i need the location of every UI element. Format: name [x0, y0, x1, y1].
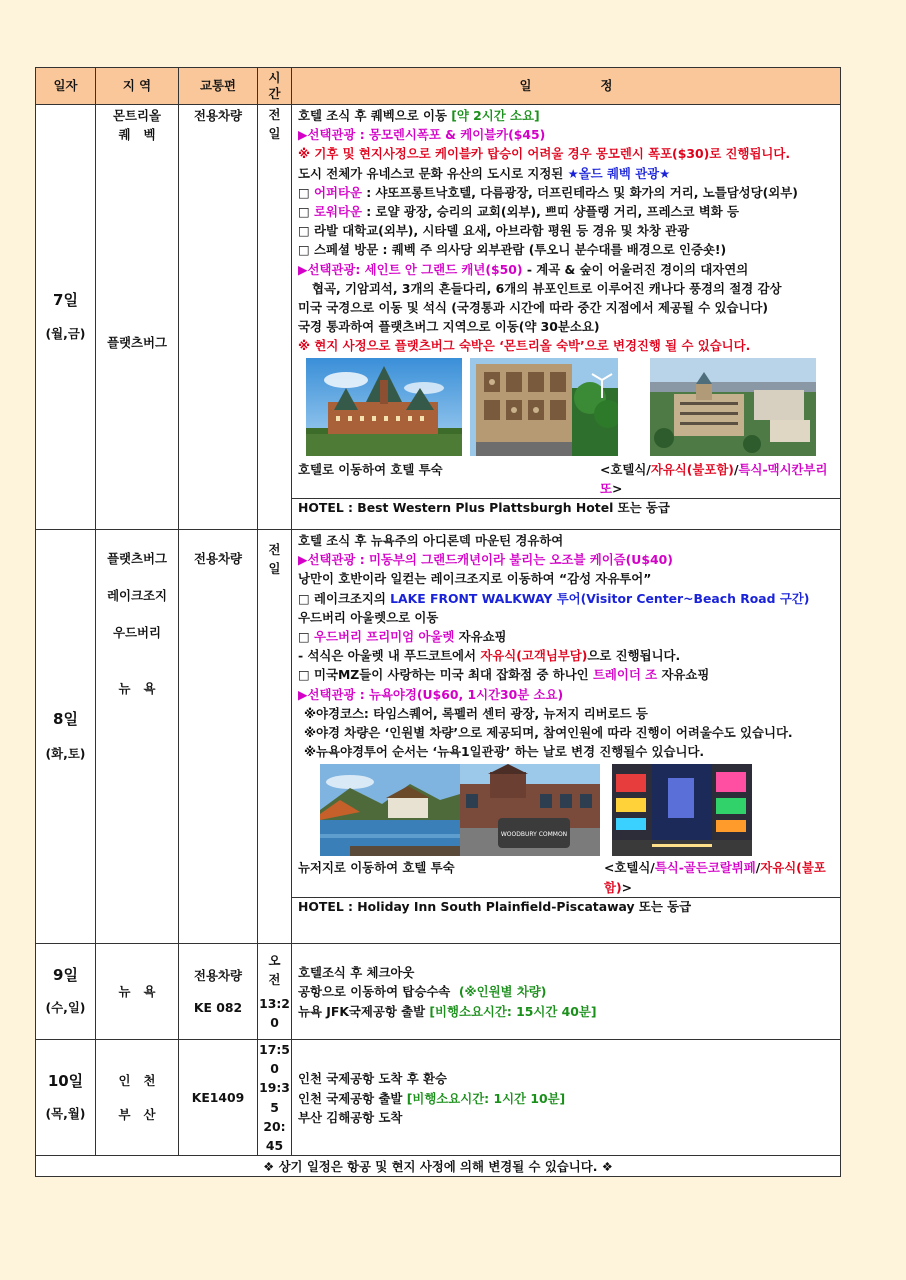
- day8-time-2: 일: [268, 561, 281, 577]
- day7-hotel: HOTEL : Best Western Plus Plattsburgh Hotel 또는 동급: [292, 498, 840, 517]
- day8-line10: ※야경코스: 타임스퀘어, 록펠러 센터 광장, 뉴저지 리버로드 등: [304, 705, 648, 721]
- day7-meal-hotel: <호텔식/: [600, 461, 651, 477]
- day7-day: 7일: [53, 290, 78, 309]
- day10-line2: 인천 국제공항 출발: [298, 1090, 407, 1106]
- day7-line8: □ 스페셜 방문 : 퀘벡 주 의사당 외부관람 (투오니 분수대를 배경으로 인증숏!): [298, 242, 727, 258]
- lake-george-photo: [320, 764, 460, 856]
- day10-time-5: 20:: [263, 1118, 286, 1134]
- day7-hotel-transfer: 호텔로 이동하여 호텔 투숙: [298, 461, 443, 477]
- day7-hotel-meal: [298, 460, 836, 498]
- day8-transport: 전용차량: [194, 551, 242, 566]
- day9-plan: [292, 962, 840, 1021]
- day7-upper-town-desc: : 샤또프롱트낙호텔, 다름광장, 더프린테라스 및 화가의 거리, 노틀담성당(외부): [361, 184, 798, 200]
- day8-region-plattsburgh: 플랫츠버그: [107, 551, 167, 566]
- day8-checkbox-1: □: [298, 629, 315, 645]
- day7-optional-tour-2: ▶선택관광: 세인트 안 그랜드 캐년($50): [298, 261, 523, 277]
- day8-lakefront-range: (Visitor Center~Beach Road 구간): [580, 590, 810, 606]
- day7-plan: [292, 105, 840, 498]
- day7-time-2: 일: [268, 126, 281, 142]
- day7-line12: 국경 통과하여 플랫츠버그 지역으로 이동(약 30분소요): [298, 319, 600, 335]
- day8-meals: [604, 858, 836, 896]
- day8-dow: (화,토): [45, 745, 86, 761]
- day10-transport-cell: [179, 1040, 258, 1156]
- day7-line1-duration: [약 2시간 소요]: [451, 108, 540, 123]
- day8-line1: 호텔 조식 후 뉴욕주의 아디론덱 마운틴 경유하여: [298, 533, 564, 548]
- day10-region-cell: [96, 1040, 179, 1156]
- day8-line11: ※야경 차량은 ‘인원별 차량’으로 제공되며, 참여인원에 따라 진행이 어려울수도 있습니다.: [304, 725, 793, 741]
- day9-line3: 뉴욕 JFK국제공항 출발: [298, 1003, 430, 1019]
- chateau-frontenac-photo: [306, 358, 462, 456]
- header-time: 시 간: [258, 68, 292, 105]
- day7-dow: (월,금): [45, 326, 86, 341]
- day8-free-shopping: 자유쇼핑: [454, 629, 507, 645]
- day8-line8-end: 자유쇼핑: [657, 667, 710, 683]
- day8-line8: □ 미국MZ들이 사랑하는 미국 최대 잡화점 중 하나인: [298, 667, 593, 683]
- day8-trader-joes: 트레이더 조: [592, 667, 658, 683]
- day8-region-lakegeorge: 레이크조지: [107, 588, 167, 604]
- day10-row: [36, 1040, 841, 1156]
- day9-flight-time: [비행소요시간: 15시간 40분]: [429, 1003, 597, 1019]
- day8-meal-hotel: <호텔식/: [604, 860, 655, 876]
- day8-woodbury-outlet: 우드버리 프리미엄 아울렛: [314, 629, 455, 645]
- day7-transport-cell: [179, 105, 258, 530]
- day8-meal-sep: /: [755, 860, 761, 876]
- day8-line7-end: 으로 진행됩니다.: [587, 648, 681, 664]
- day8-hotel-transfer: 뉴저지로 이동하여 호텔 투숙: [298, 860, 455, 876]
- day8-day: 8일: [53, 710, 78, 729]
- day10-plan: [292, 1068, 840, 1127]
- day8-plan: [292, 530, 840, 897]
- day10-time-3: 19:3: [259, 1080, 290, 1096]
- fresco-mural-photo: [470, 358, 618, 456]
- day9-dow: (수,일): [45, 999, 86, 1015]
- day9-plan-cell: [292, 944, 841, 1040]
- day8-optional-tour-1: ▶선택관광 : 미동부의 그랜드캐년이라 불리는 오조블 케이즘(U$40): [298, 552, 673, 568]
- day9-row: [36, 944, 841, 1040]
- day7-line9-desc: - 계곡 & 숲이 어울러진 경이의 대자연의: [522, 261, 749, 277]
- day8-day-cell: [36, 530, 96, 944]
- day9-day: 9일: [53, 966, 78, 985]
- woodbury-common-sign: WOODBURY COMMON: [500, 831, 568, 839]
- itinerary-sheet: [35, 67, 841, 1177]
- day10-time-1: 17:5: [259, 1042, 290, 1057]
- table-header-row: [36, 68, 841, 105]
- day8-meal-free: 자유식(불포함): [604, 860, 826, 895]
- day9-time-4: 0: [270, 1014, 279, 1030]
- day8-meal-special: 특식-골든코랄뷔페: [654, 860, 756, 876]
- day9-car-note: (※인원별 차량): [458, 984, 547, 1000]
- day7-transport: 전용차량: [194, 108, 242, 123]
- day7-plan-cell: [292, 105, 841, 530]
- day9-time-2: 전: [268, 972, 281, 988]
- day9-transport: 전용차량: [194, 968, 242, 984]
- day9-line1: 호텔조식 후 체크아웃: [298, 965, 415, 981]
- day8-hotel: HOTEL : Holiday Inn South Plainfield-Piscataway 또는 동급: [292, 897, 840, 916]
- day10-day-cell: [36, 1040, 96, 1156]
- day9-region-cell: [96, 944, 179, 1040]
- times-square-photo: [612, 764, 752, 856]
- day10-day: 10일: [47, 1072, 84, 1091]
- day7-checkbox-2: □: [298, 204, 315, 220]
- day7-meals: [600, 460, 836, 498]
- day7-day-cell: [36, 105, 96, 530]
- day8-photos: [298, 764, 836, 858]
- day9-line2: 공항으로 이동하여 탑승수속: [298, 984, 459, 1000]
- day7-line11: 미국 국경으로 이동 및 석식 (국경통과 시간에 따라 중간 지점에서 제공될 수 있습니다): [298, 300, 769, 316]
- day8-free-meal: 자유식(고객님부담): [480, 648, 588, 664]
- footer-row: [36, 1156, 841, 1177]
- day7-region-cell: [96, 105, 179, 530]
- day10-line1: 인천 국제공항 도착 후 환승: [298, 1071, 447, 1087]
- day9-time-3: 13:2: [259, 995, 290, 1011]
- day8-plan-cell: [292, 530, 841, 944]
- day10-flight: KE1409: [191, 1090, 245, 1105]
- day10-line3: 부산 김해공항 도착: [298, 1109, 403, 1125]
- day8-region-newyork: 뉴 욕: [118, 680, 156, 696]
- day7-row: [36, 105, 841, 530]
- day7-line10: 협곡, 기암괴석, 3개의 흔들다리, 6개의 뷰포인트로 이루어진 캐나다 풍경의 절경 감상: [312, 280, 782, 296]
- day10-region-busan: 부 산: [118, 1106, 156, 1122]
- day7-line7: □ 라발 대학교(외부), 시타델 요새, 아브라함 평원 등 경유 및 차창 관광: [298, 223, 690, 239]
- day10-flight-time: [비행소요시간: 1시간 10분]: [406, 1090, 566, 1106]
- day10-time-2: 0: [270, 1061, 279, 1077]
- day7-meal-sep: /: [733, 461, 739, 477]
- header-day: 일자: [36, 68, 96, 105]
- day8-time-cell: [258, 530, 292, 944]
- day8-optional-tour-2: ▶선택관광 : 뉴욕야경(U$60, 1시간30분 소요): [298, 686, 564, 702]
- day9-day-cell: [36, 944, 96, 1040]
- day7-lower-town: 로워타운: [314, 204, 362, 220]
- day8-line12: ※뉴욕야경투어 순서는 ‘뉴욕1일관광’ 하는 날로 변경 진행될수 있습니다.: [304, 744, 705, 760]
- day8-lakefront: LAKE FRONT WALKWAY 투어: [390, 590, 581, 606]
- day9-region: 뉴 욕: [118, 983, 156, 999]
- day7-optional-tour-1: ▶선택관광 : 몽모렌시폭포 & 케이블카($45): [298, 127, 546, 143]
- day10-region-incheon: 인 천: [118, 1073, 156, 1089]
- day8-row: [36, 530, 841, 944]
- day8-hotel-meal: [298, 858, 836, 896]
- day9-transport-cell: [179, 944, 258, 1040]
- day7-meal-free: 자유식(불포함): [650, 461, 734, 477]
- day10-time-6: 45: [265, 1138, 284, 1154]
- parliament-aerial-photo: [650, 358, 816, 456]
- header-region: 지 역: [96, 68, 179, 105]
- day7-line4: 도시 전체가 유네스코 문화 유산의 도시로 지정된: [298, 165, 568, 181]
- day7-line1: 호텔 조식 후 퀘벡으로 이동: [298, 108, 452, 123]
- day8-line4: □ 레이크조지의: [298, 590, 391, 606]
- header-plan: 일 정: [292, 68, 841, 105]
- day10-dow: (목,월): [45, 1105, 86, 1121]
- day7-checkbox-1: □: [298, 184, 315, 200]
- day8-meal-end: >: [621, 879, 633, 895]
- day8-line3: 낭만이 호반이라 일컫는 레이크조지로 이동하여 “감성 자유투어”: [298, 571, 652, 587]
- day7-meal-special: 특식-맥시칸부리또: [600, 461, 828, 496]
- day8-time-1: 전: [268, 542, 281, 557]
- day9-time-cell: [258, 944, 292, 1040]
- day9-time-1: 오: [268, 953, 281, 969]
- day7-upper-town: 어퍼타운: [314, 184, 362, 200]
- day8-line7: - 석식은 아울렛 내 푸드코트에서: [298, 648, 481, 664]
- day10-time-4: 5: [270, 1099, 279, 1115]
- footer-notice: ❖ 상기 일정은 항공 및 현지 사정에 의해 변경될 수 있습니다. ❖: [36, 1156, 841, 1177]
- day7-region-plattsburgh: 플랫츠버그: [107, 335, 167, 350]
- day7-time-1: 전: [268, 107, 281, 122]
- day10-time-cell: [258, 1040, 292, 1156]
- day7-region-quebec: 퀘 벡: [118, 127, 156, 143]
- day7-meal-end: >: [611, 480, 623, 496]
- day8-line5: 우드버리 아울렛으로 이동: [298, 609, 439, 625]
- woodbury-outlet-photo: [460, 764, 600, 856]
- day10-plan-cell: [292, 1040, 841, 1156]
- day8-region-woodbury: 우드버리: [113, 625, 161, 641]
- day7-notice-1: ※ 기후 및 현지사정으로 케이블카 탑승이 어려울 경우 몽모렌시 폭포($30)로 진행됩니다.: [298, 146, 791, 162]
- day7-notice-2: ※ 현지 사정으로 플랫츠버그 숙박은 ‘몬트리올 숙박’으로 변경진행 될 수 있습니다.: [298, 338, 751, 354]
- itinerary-table: [35, 67, 841, 1177]
- day7-old-quebec: ★올드 퀘벡 관광★: [567, 165, 671, 181]
- header-transport: 교통편: [179, 68, 258, 105]
- day7-region-montreal: 몬트리올: [113, 108, 161, 123]
- day7-photos: [298, 358, 836, 458]
- day8-transport-cell: [179, 530, 258, 944]
- day9-flight: KE 082: [193, 999, 243, 1015]
- day7-lower-town-desc: : 로얄 광장, 승리의 교회(외부), 쁘띠 샹플랭 거리, 프레스코 벽화 등: [361, 204, 740, 220]
- day8-region-cell: [96, 530, 179, 944]
- day7-time-cell: [258, 105, 292, 530]
